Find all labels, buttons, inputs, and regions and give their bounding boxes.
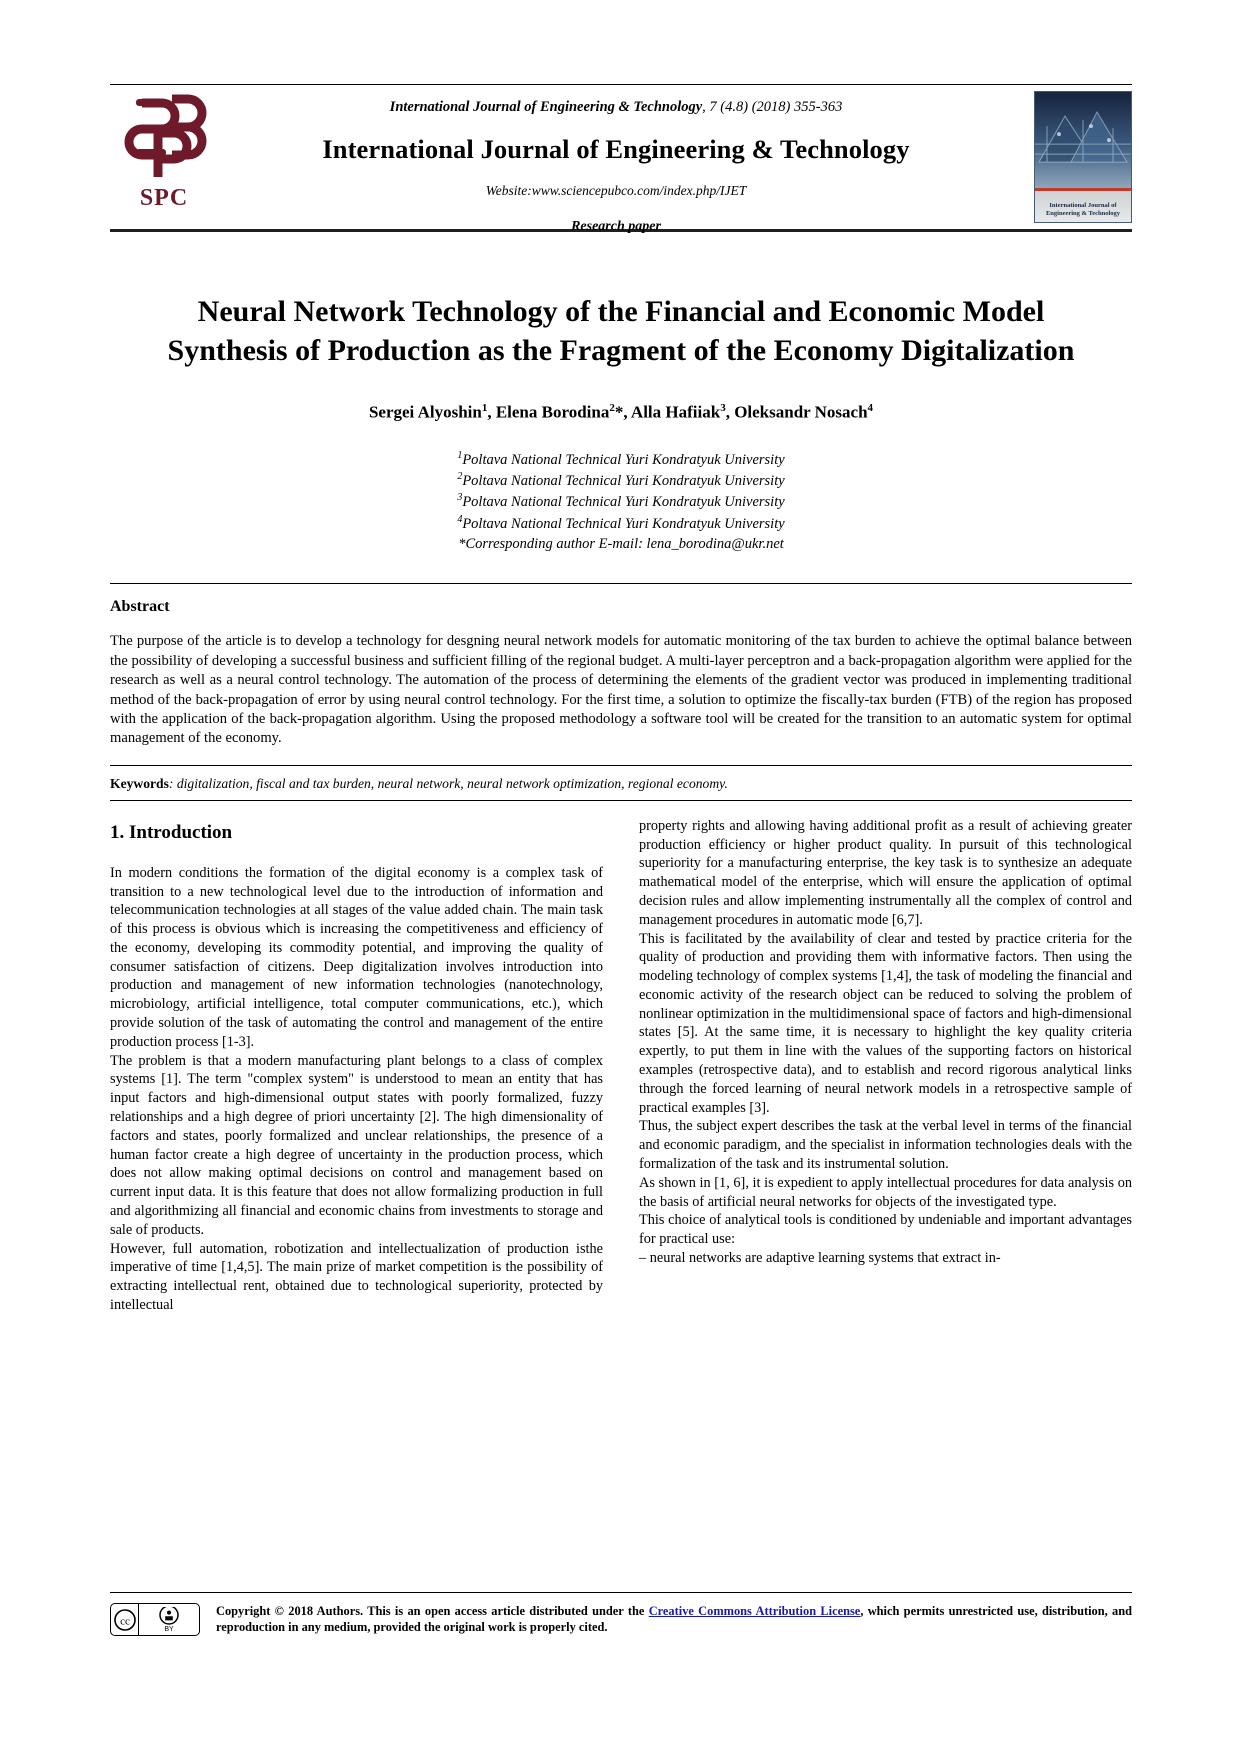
affiliation-item: $^2$Poltava National Technical Yuri Kondratyuk University	[457, 471, 785, 489]
running-head-journal: International Journal of Engineering & Technology	[389, 99, 703, 115]
paragraph: property rights and allowing having additional profit as a result of achieving greater production efficiency or higher product quality. In pursuit of this technological superiority for a manufacturing enterprise, the key task is to synthesize an adequate mathematical model of the enterprise, which will ensure the application of optimal decision rules and allow implementing instrumentally all the complex of control and management procedures in automatic mode [6,7].	[639, 817, 1132, 928]
affiliation-text: Poltava National Technical Yuri Kondratyuk University	[462, 472, 785, 489]
abstract-divider-top	[110, 583, 1132, 584]
paragraph: The problem is that a modern manufacturing plant belongs to a class of complex systems [1]. The term "complex system" is understood to mean an entity that has input factors and high-dimensional output states with poorly formalized, fuzzy relationships and a high degree of priori uncertainty [2]. The high dimensionality of factors and states, poorly formalized and unclear relationships, the presence of a human factor create a high degree of uncertainty in the production process, which does not allow making optimal decisions on control and management based on current input data. It is this feature that does not allow formalizing production in full and algorithmizing all financial and economic chains from investments to storage and sale of products.	[110, 1052, 603, 1238]
publisher-logo	[110, 89, 218, 225]
abstract-text: The purpose of the article is to develop a technology for desgning neural network models for automatic monitoring of the tax burden to achieve the optimal balance between the possibility of developing a successful business and sufficient filling of the regional budget. A multi-layer perceptron and a back-propagation algorithm were applied for the research as well as a neural control technology. The automation of the process of determining the elements of the gradient vector was produced in implementing traditional method of the back-propagation of error by using neural control technology. For the first time, a solution to optimize the fiscally-tax burden (FTB) of the region has proposed with the application of the back-propagation algorithm. Using the proposed methodology a software tool will be created for the transition to an automatic system for optimal management of the economy.	[110, 633, 1132, 747]
journal-masthead	[110, 84, 1132, 232]
page-footer	[110, 1592, 1132, 1636]
paragraph: As shown in [1, 6], it is expedient to apply intellectual procedures for data analysis on the basis of artificial neural networks for objects of the investigated type.	[639, 1174, 1132, 1210]
paragraph: In modern conditions the formation of the digital economy is a complex task of transition to a new technological level due to the introduction of information and telecommunication technologies at all stages of the value added chain. The main task of this process is obvious which is increasing the competitiveness and efficiency of the economy, developing its commodity potential, and improving the quality of consumer satisfaction of citizens. Deep digitalization involves introduction into production and management of new information technologies (nanotechnology, microbiology, artificial intelligence, total computer communications, etc.), which provide solution of the task of automating the control and management of the entire production process [1-3].	[110, 864, 603, 1050]
title-block	[110, 292, 1132, 553]
journal-heading	[222, 91, 1010, 235]
section-heading-introduction: 1. Introduction	[110, 821, 233, 843]
abstract-divider-bottom	[110, 765, 1132, 766]
affiliation-item: $^4$Poltava National Technical Yuri Kondratyuk University	[457, 513, 785, 532]
cover-artwork-icon	[1035, 92, 1131, 188]
paragraph: – neural networks are adaptive learning systems that extract in-	[639, 1250, 1001, 1267]
svg-text:cc: cc	[119, 1615, 130, 1627]
body-column-right	[639, 817, 1132, 1315]
by-person-icon	[157, 1607, 181, 1633]
spc-logo-icon	[112, 89, 216, 189]
journal-cover-thumbnail	[1034, 91, 1132, 223]
paper-content	[110, 84, 1132, 1315]
keywords-text: : digitalization, fiscal and tax burden, neural network, neural network optimization, regional economy.	[168, 775, 728, 791]
body-column-left	[110, 817, 603, 1315]
by-glyph	[139, 1604, 199, 1635]
cover-accent-bar	[1035, 188, 1131, 191]
abstract-label: Abstract	[110, 598, 170, 616]
keywords-label: Keywords	[110, 775, 169, 791]
journal-website[interactable]: Website:www.sciencepubco.com/index.php/IJET	[485, 183, 747, 198]
affiliation-text: Poltava National Technical Yuri Kondratyuk University	[462, 451, 785, 468]
paper-type-label: Research paper	[571, 219, 661, 234]
keywords-divider	[110, 800, 1132, 801]
copyright-lead: Copyright © 2018 Authors. This is an open access article distributed under the	[216, 1604, 649, 1618]
keywords	[110, 776, 1132, 792]
paragraph: However, full automation, robotization and intellectualization of production isthe imperative of time [1,4,5]. The main prize of market competition is the possibility of extracting intellectual rent, obtained due to technological superiority, protected by intellectual	[110, 1240, 603, 1314]
cc-circle-icon	[114, 1609, 136, 1631]
copyright-tail: , which permits unrestricted use, distribution, and reproduction in any medium, provided the original work is properly cited.	[216, 1604, 1133, 1635]
license-link[interactable]: Creative Commons Attribution License	[648, 1604, 861, 1618]
paragraph: This is facilitated by the availability of clear and tested by practice criteria for the quality of production and providing them with informative factors. Then using the modeling technology of complex systems [1,4], the task of modeling the financial and economic activity of the research object can be reduced to solving the problem of nonlinear optimization in the multidimensional space of factors and high-dimensional states [5]. At the same time, it is necessary to highlight the key quality criteria expertly, to put them in line with the values of the supporting factors on historical examples (retrospective data), and to establish and record rigorous analytical links through the forced learning of neural network models in a retrospective sample of practical examples [3].	[639, 930, 1132, 1116]
affiliation-list	[110, 449, 1132, 535]
paragraph: Thus, the subject expert describes the task at the verbal level in terms of the financial and economic paradigm, and the specialist in information technologies deals with the formalization of the task and its instrumental solution.	[639, 1118, 1132, 1173]
page-title: Neural Network Technology of the Financial and Economic Model Synthesis of Production as the Fragment of the Economy Digitalization	[167, 295, 1075, 367]
affiliation-text: Poltava National Technical Yuri Kondratyuk University	[462, 494, 785, 511]
cover-title-label: International Journal of Engineering & Technology	[1045, 201, 1121, 217]
publisher-logo-label: SPC	[139, 185, 189, 211]
body-columns	[110, 817, 1132, 1315]
running-head-citation: , 7 (4.8) (2018) 355-363	[702, 99, 843, 115]
running-head	[222, 99, 1010, 116]
paragraph: This choice of analytical tools is conditioned by undeniable and important advantages for practical use:	[639, 1212, 1132, 1248]
corresponding-author[interactable]: *Corresponding author E-mail: lena_borodina@ukr.net	[458, 536, 784, 553]
cc-glyph	[111, 1604, 138, 1635]
creative-commons-badge-icon[interactable]	[110, 1603, 200, 1636]
affiliation-item: $^3$Poltava National Technical Yuri Kondratyuk University	[457, 492, 785, 511]
author-list: Sergei Alyoshin$^1$, Elena Borodina$^2$*, Alla Hafiiak$^3$, Oleksandr Nosach$^4$	[368, 402, 874, 422]
affiliation-text: Poltava National Technical Yuri Kondratyuk University	[462, 515, 785, 532]
copyright-notice	[216, 1603, 1132, 1636]
affiliation-item: $^1$Poltava National Technical Yuri Kondratyuk University	[457, 449, 785, 468]
journal-title: International Journal of Engineering & Technology	[322, 134, 910, 164]
svg-text:BY: BY	[164, 1625, 174, 1633]
